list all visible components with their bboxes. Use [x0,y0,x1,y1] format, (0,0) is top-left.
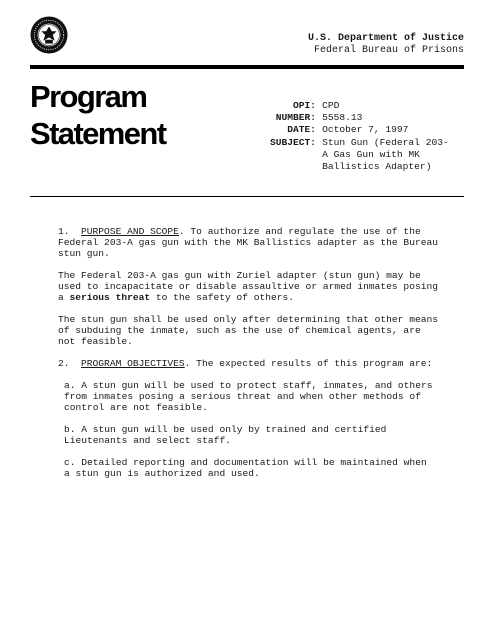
section-purpose [58,226,438,259]
section-number: 2. [58,358,70,369]
section-objectives [58,358,438,369]
bureau-name: Federal Bureau of Prisons [313,45,464,56]
objective-a: a. A stun gun will be used to protect staff, inmates, and others from inmates posing a serious threat and when other methods of control are not feasible. [64,380,433,413]
meta-value: Stun Gun (Federal 203-A Gas Gun with MK Ballistics Adapter) [322,136,449,173]
meta-value: 5558.13 [322,112,363,124]
header-divider [30,65,464,69]
paragraph-text: The Federal 203-A gas gun with Zuriel adapter (stun gun) may be used to incapacitate or disable assaultive or armed inmates posing a [58,270,438,303]
title-divider [30,196,464,197]
paragraph-text: to the safety of others. [150,292,295,303]
meta-key: DATE: [287,124,317,136]
objective-c: c. Detailed reporting and documentation will be maintained when a stun gun is authorized and used. [64,457,427,479]
meta-value: CPD [322,100,340,111]
meta-row-number [270,112,452,124]
meta-key: NUMBER: [275,112,317,124]
document-body [58,226,438,490]
meta-row-date [270,124,452,136]
meta-value: October 7, 1997 [322,124,409,136]
section-text: . To authorize and regulate the use of the Federal 203-A gas gun with the MK Ballistics adapter as the Bureau stun gun. [58,226,438,259]
emphasis-text: serious threat [69,292,151,303]
section-heading: PROGRAM OBJECTIVES [81,358,185,369]
meta-row-subject [270,137,452,174]
meta-key: SUBJECT: [270,136,317,148]
page-title [30,78,165,152]
paragraph-restriction: The stun gun shall be used only after determining that other means of subduing the inmate, such as the use of chemical agents, are not feasible. [58,314,438,347]
paragraph-stun-gun-use [58,270,438,303]
title-line-2: Statement [30,116,166,151]
section-text: . The expected results of this program are: [184,358,433,369]
objective-b: b. A stun gun will be used only by trained and certified Lieutenants and select staff. [64,424,387,446]
agency-header [308,33,464,57]
doj-seal-icon [30,16,68,54]
section-heading: PURPOSE AND SCOPE [81,226,179,237]
metadata-block [270,100,452,173]
section-number: 1. [58,226,70,237]
meta-row-opi [270,100,452,112]
meta-key: OPI: [293,100,317,111]
department-name: U.S. Department of Justice [307,33,464,44]
title-line-1: Program [30,79,147,114]
